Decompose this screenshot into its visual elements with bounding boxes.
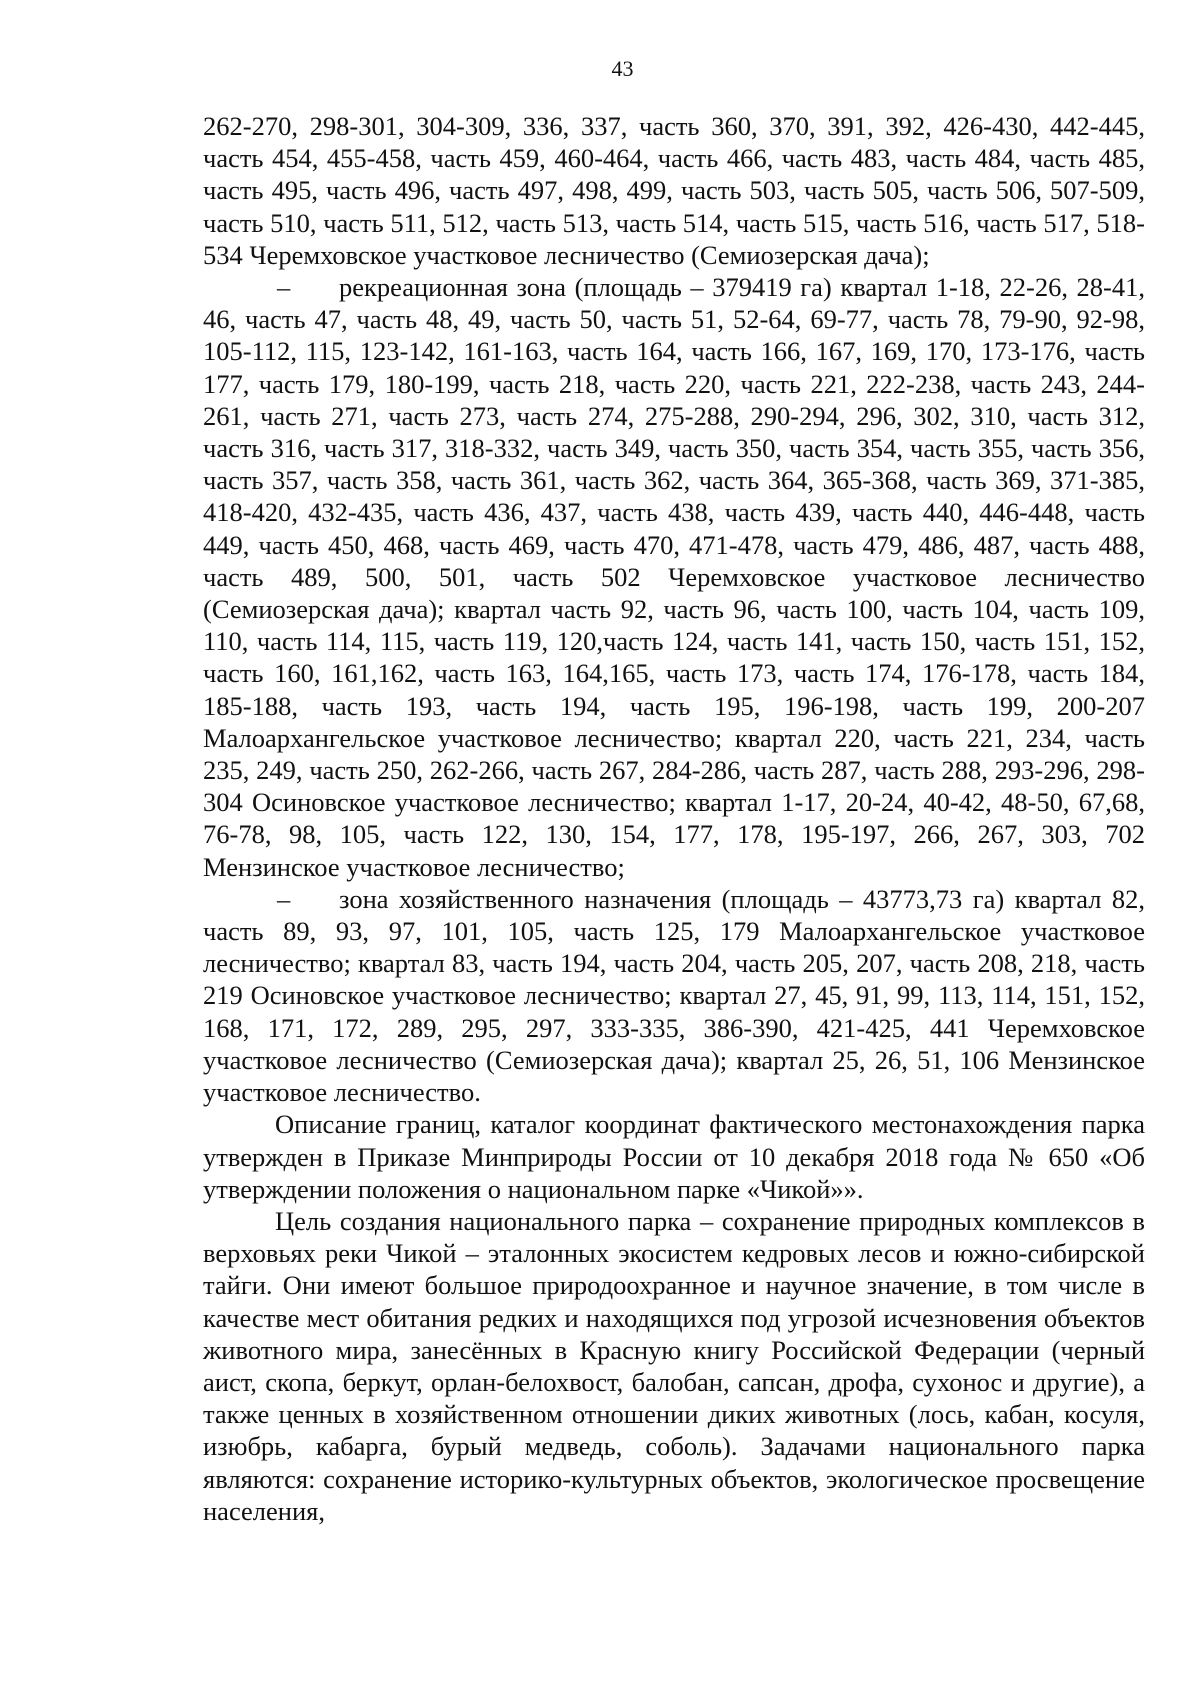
list-dash: – — [277, 883, 291, 914]
list-dash: – — [277, 272, 291, 303]
paragraph-park-purpose: Цель создания национального парка – сохранение природных комплексов в верховьях реки Чикой – эталонных экосистем кедровых лесов и южно-сибирской тайги. Они имеют большое природоохранное и научное значение, в том числе в качестве мест обитания редких и находящихся под угрозой исчезновения объектов животного мира, занесённых в Красную книгу Российской Федерации (черный аист, скопа, беркут, орлан-белохвост, балобан, сапсан, дрофа, сухонос и другие), а также ценных в хозяйственном отношении диких животных (лось, кабан, косуля, изюбрь, кабарга, бурый медведь, соболь). Задачами национального парка являются: сохранение историко-культурных объектов, экологическое просвещение населения, — [203, 1205, 1145, 1526]
economic-zone-text: зона хозяйственного назначения (площадь – 43773,73 га) квартал 82, часть 89, 93, 97, 101, 105, часть 125, 179 Малоархангельское участковое лесничество; квартал 83, часть 194, часть 204, часть 205, 207, часть 208, 218, часть 219 Осиновское участковое лесничество; квартал 27, 45, 91, 99, 113, 114, 151, 152, 168, 171, 172, 289, 295, 297, 333-335, 386-390, 421-425, 441 Черемховское участковое лесничество (Семиозерская дача); квартал 25, 26, 51, 106 Мензинское участковое лесничество. — [203, 883, 1145, 1108]
list-item-recreation-zone — [203, 271, 1145, 883]
paragraph-boundaries: Описание границ, каталог координат фактического местонахождения парка утвержден в Приказе Минприроды России от 10 декабря 2018 года № 650 «Об утверждении положения о национальном парке «Чикой»». — [203, 1109, 1145, 1204]
list-item-economic-zone — [203, 883, 1145, 1108]
document-body — [203, 110, 1145, 1527]
paragraph-quarters-continuation: 262-270, 298-301, 304-309, 336, 337, часть 360, 370, 391, 392, 426-430, 442-445, часть 454, 455-458, часть 459, 460-464, часть 466, часть 483, часть 484, часть 485, часть 495, часть 496, часть 497, 498, 499, часть 503, часть 505, часть 506, 507-509, часть 510, часть 511, 512, часть 513, часть 514, часть 515, часть 516, часть 517, 518-534 Черемховское участковое лесничество (Семиозерская дача); — [203, 111, 1145, 270]
recreation-zone-text: рекреационная зона (площадь – 379419 га) квартал 1-18, 22-26, 28-41, 46, часть 47, часть 48, 49, часть 50, часть 51, 52-64, 69-77, часть 78, 79-90, 92-98, 105-112, 115, 123-142, 161-163, часть 164, часть 166, 167, 169, 170, 173-176, часть 177, часть 179, 180-199, часть 218, часть 220, часть 221, 222-238, часть 243, 244-261, часть 271, часть 273, часть 274, 275-288, 290-294, 296, 302, 310, часть 312, часть 316, часть 317, 318-332, часть 349, часть 350, часть 354, часть 355, часть 356, часть 357, часть 358, часть 361, часть 362, часть 364, 365-368, часть 369, 371-385, 418-420, 432-435, часть 436, 437, часть 438, часть 439, часть 440, 446-448, часть 449, часть 450, 468, часть 469, часть 470, 471-478, часть 479, 486, 487, часть 488, часть 489, 500, 501, часть 502 Черемховское участковое лесничество (Семиозерская дача); квартал часть 92, часть 96, часть 100, часть 104, часть 109, 110, часть 114, 115, часть 119, 120,часть 124, часть 141, часть 150, часть 151, 152, часть 160, 161,162, часть 163, 164,165, часть 173, часть 174, 176-178, часть 184, 185-188, часть 193, часть 194, часть 195, 196-198, часть 199, 200-207 Малоархангельское участковое лесничество; квартал 220, часть 221, 234, часть 235, 249, часть 250, 262-266, часть 267, 284-286, часть 287, часть 288, 293-296, 298-304 Осиновское участковое лесничество; квартал 1-17, 20-24, 40-42, 48-50, 67,68, 76-78, 98, 105, часть 122, 130, 154, 177, 178, 195-197, 266, 267, 303, 702 Мензинское участковое лесничество; — [203, 272, 1145, 882]
page-number: 43 — [611, 56, 634, 81]
